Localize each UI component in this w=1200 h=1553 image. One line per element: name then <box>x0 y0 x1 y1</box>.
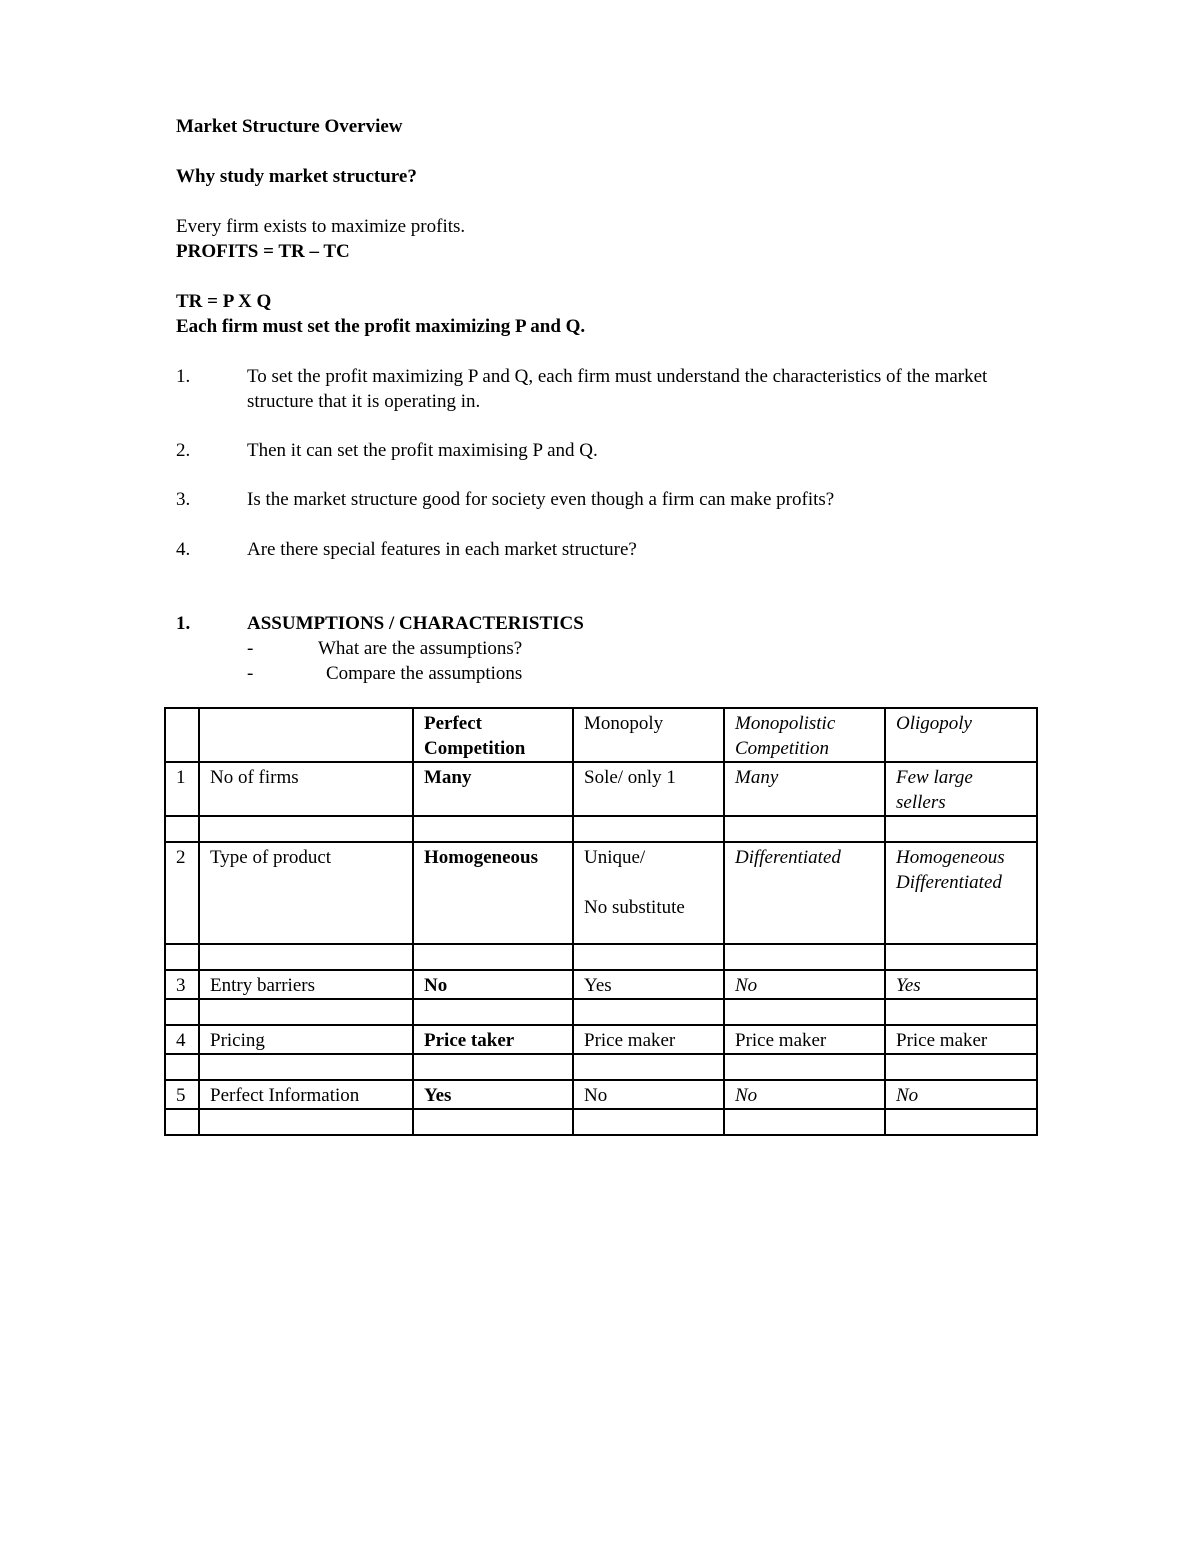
cell-monopoly: Price maker <box>573 1025 724 1054</box>
section-heading-text: ASSUMPTIONS / CHARACTERISTICS <box>247 613 584 634</box>
header-cell <box>199 708 413 762</box>
document-title: Market Structure Overview <box>176 116 403 137</box>
list-number: 3. <box>176 489 191 510</box>
cell-monopoly: Yes <box>573 970 724 999</box>
cell-monopoly <box>573 842 724 944</box>
section-question: Why study market structure? <box>176 166 417 187</box>
table-spacer-row <box>165 999 1037 1025</box>
cell-monopoly: No <box>573 1080 724 1109</box>
comparison-table <box>164 707 1038 1136</box>
header-monopoly: Monopoly <box>573 708 724 762</box>
cell-oligopoly: Yes <box>885 970 1037 999</box>
cell-monopolistic-competition: Differentiated <box>724 842 885 944</box>
header-monopolistic-competition: Monopolistic Competition <box>724 708 885 762</box>
tr-formula: TR = P X Q <box>176 291 272 312</box>
table-row <box>165 1080 1037 1109</box>
intro-text: Every firm exists to maximize profits. <box>176 216 466 237</box>
row-label: Entry barriers <box>199 970 413 999</box>
cell-oligopoly: Few large sellers <box>885 762 1037 816</box>
cell-monopoly: Sole/ only 1 <box>573 762 724 816</box>
objective-text: Each firm must set the profit maximizing P and Q. <box>176 316 586 337</box>
row-index: 4 <box>165 1025 199 1054</box>
row-label: Type of product <box>199 842 413 944</box>
row-label: Perfect Information <box>199 1080 413 1109</box>
cell-monopoly-line-1: Unique/ <box>584 847 646 868</box>
dash-marker: - <box>247 663 254 684</box>
cell-monopoly-line-2: No substitute <box>584 897 685 918</box>
list-text: Is the market structure good for society even though a firm can make profits? <box>247 489 835 510</box>
row-index: 1 <box>165 762 199 816</box>
row-index: 5 <box>165 1080 199 1109</box>
table-spacer-row <box>165 816 1037 842</box>
cell-oligopoly: No <box>885 1080 1037 1109</box>
section-number: 1. <box>176 613 191 634</box>
cell-monopolistic-competition: No <box>724 970 885 999</box>
dash-item-text: Compare the assumptions <box>326 663 523 684</box>
row-index: 3 <box>165 970 199 999</box>
table-header-row <box>165 708 1037 762</box>
cell-monopolistic-competition: Many <box>724 762 885 816</box>
table-spacer-row <box>165 1054 1037 1080</box>
cell-monopolistic-competition: No <box>724 1080 885 1109</box>
table-row <box>165 970 1037 999</box>
profits-formula: PROFITS = TR – TC <box>176 241 350 262</box>
cell-oligopoly: Homogeneous Differentiated <box>885 842 1037 944</box>
dash-marker: - <box>247 638 254 659</box>
list-text: To set the profit maximizing P and Q, each firm must understand the characteristics of the market structure that it is operating in. <box>247 366 988 412</box>
table-spacer-row <box>165 1109 1037 1135</box>
list-text: Are there special features in each market structure? <box>247 539 637 560</box>
header-oligopoly: Oligopoly <box>885 708 1037 762</box>
cell-oligopoly: Price maker <box>885 1025 1037 1054</box>
cell-perfect-competition: Homogeneous <box>413 842 573 944</box>
dash-item-text: What are the assumptions? <box>318 638 523 659</box>
table-row <box>165 1025 1037 1054</box>
row-label: Pricing <box>199 1025 413 1054</box>
list-text: Then it can set the profit maximising P and Q. <box>247 440 598 461</box>
table-spacer-row <box>165 944 1037 970</box>
cell-perfect-competition: Price taker <box>413 1025 573 1054</box>
header-perfect-competition: Perfect Competition <box>413 708 573 762</box>
row-index: 2 <box>165 842 199 944</box>
cell-perfect-competition: No <box>413 970 573 999</box>
row-label: No of firms <box>199 762 413 816</box>
list-number: 2. <box>176 440 191 461</box>
table-row <box>165 842 1037 944</box>
list-number: 4. <box>176 539 191 560</box>
list-number: 1. <box>176 366 191 387</box>
table-row <box>165 762 1037 816</box>
cell-perfect-competition: Yes <box>413 1080 573 1109</box>
cell-monopolistic-competition: Price maker <box>724 1025 885 1054</box>
header-cell <box>165 708 199 762</box>
cell-perfect-competition: Many <box>413 762 573 816</box>
